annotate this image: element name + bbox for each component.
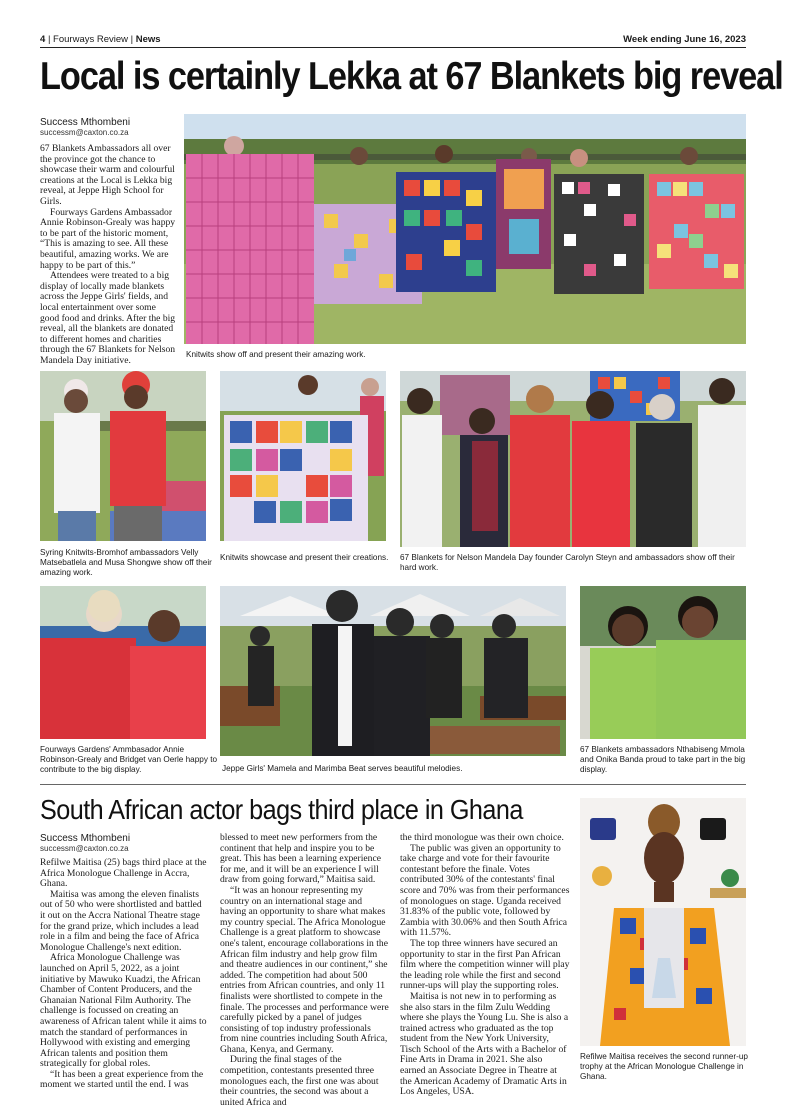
photo-caption: Knitwits show off and present their amazing work.: [186, 350, 366, 359]
publication-name: Fourways Review: [53, 34, 129, 45]
photo-carolyn-steyn: [400, 371, 746, 547]
article2-column-1: [40, 858, 208, 1091]
photo-caption: Syring Knitwits-Bromhof ambassadors Velly Matsebatlela and Musa Shongwe show off their amazing work.: [40, 548, 212, 577]
photo-ambassadors-mmola-banda: [580, 586, 746, 739]
article2-headline: South African actor bags third place in Ghana: [40, 794, 523, 825]
photo-caption: Fourways Gardens' Ammbasador Annie Robinson-Grealy and Bridget van Oerle happy to contribute to the big display.: [40, 745, 218, 774]
article1-headline: Local is certainly Lekka at 67 Blankets big reveal: [40, 55, 783, 98]
photo-refilwe-maitisa: [580, 798, 746, 1046]
article1-byline: [40, 117, 130, 137]
body-paragraph: blessed to meet new performers from the continent that help and inspire you to be great. This has been a learning experience for me, and it will be an experience I will draw from going forward,” Maitisa said.: [220, 832, 381, 886]
article2-byline: [40, 833, 130, 853]
photo-caption: Refilwe Maitisa receives the second runner-up trophy at the African Monologue Challenge in Ghana.: [580, 1052, 748, 1081]
separator: |: [130, 34, 136, 45]
body-paragraph: Refilwe Maitisa (25) bags third place at the Africa Monologue Challenge in Accra, Ghana.: [40, 857, 207, 890]
body-paragraph: “It was an honour representing my country on an international stage and having an opportunity to share what makes my country special. The Africa Monologue Challenge is a great platform to showcase one's talent, encourage collaborations in the African film industry and help grow film and theatre audiences in our continent,” she added. The competition had about 500 entries from African countries, and only 11 finalists were shortlisted to compete in the finale. The processes and performance were carefully picked by a panel of judges consisting of top industry professionals from nine countries including South Africa, Ghana, Kenya, and Germany.: [220, 884, 389, 1055]
body-paragraph: the third monologue was their own choice.: [400, 832, 564, 843]
article-divider: [40, 784, 746, 785]
photo-caption: Jeppe Girls' Mamela and Marimba Beat serves beautiful melodies.: [222, 764, 463, 773]
photo-syring-knitwits: [40, 371, 206, 541]
body-paragraph: “It has been a great experience from the moment we started until the end. I was: [40, 1068, 204, 1091]
photo-fourways-gardens: [40, 586, 206, 739]
body-paragraph: During the final stages of the competition, contestants presented three monologues each, the first one was about their countries, the second was about a united Africa and: [220, 1054, 379, 1108]
photo-caption: 67 Blankets for Nelson Mandela Day founder Carolyn Steyn and ambassadors show off their hard work.: [400, 553, 735, 572]
body-paragraph: Maitisa is not new in to performing as she also stars in the film Zulu Wedding where she plays the Young Lu. She is also a trained actress who graduated as the top student from the New York University, Tisch School of the Arts with a Bachelor of Fine Arts in Drama in 2021. She also earned an Associate Degree in Theatre at the American Academy of Dramatic Arts in Los Angeles, USA.: [400, 990, 569, 1098]
article2-column-2: [220, 833, 390, 1108]
author-email[interactable]: successm@caxton.co.za: [40, 128, 129, 137]
header-left: [40, 34, 161, 45]
photo-knitwits-showcase: [220, 371, 386, 541]
separator: |: [47, 34, 54, 45]
body-paragraph: 67 Blankets Ambassadors all over the province got the chance to showcase their warm and colourful creations at the Local is Lekka big reveal, at Jeppe High School for Girls.: [40, 143, 175, 207]
author-name: Success Mthombeni: [40, 117, 131, 128]
photo-marimba-beat: [220, 586, 566, 756]
body-paragraph: Africa Monologue Challenge was launched on April 5, 2022, as a joint initiative by Mawuko Kuadzi, the African Chamber of Content Producers, and the Ghanaian National Film Authority. The challenge is focussed on creating an awareness of African talent while it aims to match the standard of performances in Hollywood with existing and emerging African talents and position them strategically for global roles.: [40, 952, 207, 1070]
page-header: [40, 34, 746, 48]
body-paragraph: Attendees were treated to a big display of locally made blankets across the Jeppe Girls' fields, and local entertainment over some good food and drinks. After the big reveal, all the blankets are donated to different homes and charities through the 67 Blankets for Nelson Mandela Day initiative.: [40, 270, 176, 366]
author-name: Success Mthombeni: [40, 833, 131, 844]
author-email[interactable]: successm@caxton.co.za: [40, 844, 129, 853]
body-paragraph: The public was given an opportunity to take charge and vote for their favourite contestant before the finale. Votes contributed 30% of the contestants' final score and 70% was from their performances of monologues on stage. Uganda received 31.83% of the public vote, followed by Zambia with 30.06% and then South Africa with 11.57%.: [400, 842, 570, 939]
page-number: 4: [40, 34, 46, 45]
article1-body: [40, 144, 177, 366]
photo-caption: Knitwits showcase and present their creations.: [220, 553, 389, 562]
issue-date: Week ending June 16, 2023: [623, 34, 746, 45]
photo-caption: 67 Blankets ambassadors Nthabiseng Mmola and Onika Banda proud to take part in the big display.: [580, 745, 746, 774]
article2-column-3: [400, 833, 570, 1098]
body-paragraph: Maitisa was among the eleven finalists out of 50 who were shortlisted and battled it out on the Accra National Theatre stage for the grand prize, which includes a lead role in a film and being the face of Africa Monologue Challenge's next edition.: [40, 888, 202, 953]
photo-knitwits-display: [184, 114, 746, 344]
body-paragraph: The top three winners have secured an opportunity to star in the first Pan African film where the competition winner will play the leading role while the first and second runner-ups will play the supporting roles.: [400, 937, 570, 992]
section-name: News: [135, 34, 161, 45]
body-paragraph: Fourways Gardens Ambassador Annie Robinson-Grealy was happy to be part of the historic moment, “This is amazing to see. All these beautiful, amazing works. We are happy to be part of this.”: [40, 206, 176, 271]
